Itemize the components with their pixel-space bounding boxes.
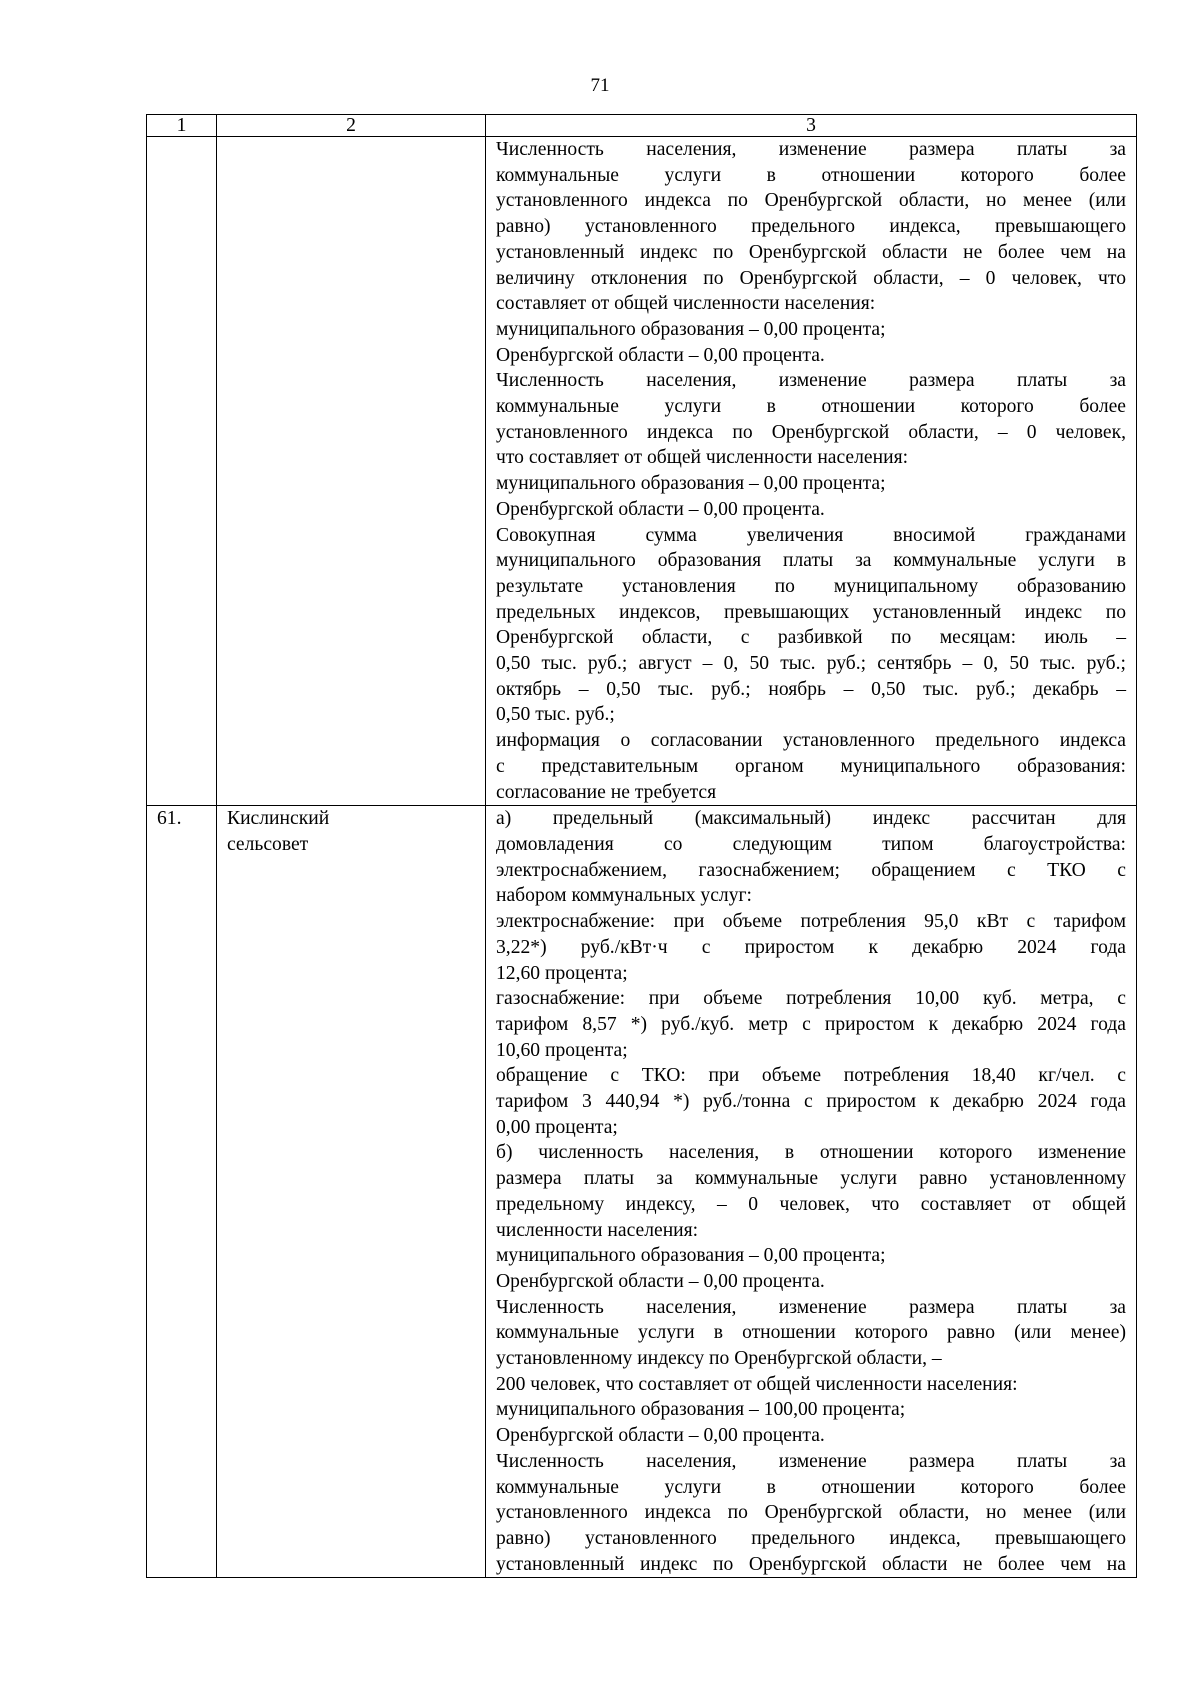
- header-col-3: 3: [486, 115, 1137, 137]
- description-line: муниципального образования – 100,00 процента;: [496, 1399, 906, 1421]
- header-col-1: 1: [147, 115, 217, 137]
- description-line: размера платы за коммунальные услуги равно установленному: [496, 1168, 1126, 1190]
- description-line: 0,50 тыс. руб.; август – 0, 50 тыс. руб.; сентябрь – 0, 50 тыс. руб.;: [496, 653, 1126, 675]
- description-line: Оренбургской области – 0,00 процента.: [496, 498, 825, 520]
- description-line: Численность населения, изменение размера платы за: [496, 1296, 1126, 1318]
- table-row-continuation: [147, 137, 1137, 806]
- description-line: 0,00 процента;: [496, 1116, 618, 1138]
- description-line: равно) установленного предельного индекса, превышающего: [496, 1527, 1126, 1549]
- description-line: тарифом 3 440,94 *) руб./тонна с приростом к декабрю 2024 года: [496, 1091, 1126, 1113]
- description-line: согласование не требуется: [496, 781, 717, 803]
- description-line: 200 человек, что составляет от общей численности населения:: [496, 1373, 1018, 1395]
- description-line: Оренбургской области – 0,00 процента.: [496, 344, 825, 366]
- description-line: тарифом 8,57 *) руб./куб. метр с приростом к декабрю 2024 года: [496, 1013, 1126, 1035]
- municipality-name-line: Кислинский: [227, 808, 330, 830]
- description-line: с представительным органом муниципального образования:: [496, 755, 1126, 777]
- table-row-61: [147, 806, 1137, 1578]
- description-line: коммунальные услуги в отношении которого более: [496, 1476, 1126, 1498]
- description-line: Совокупная сумма увеличения вносимой гражданами: [496, 524, 1126, 546]
- description-line: равно) установленного предельного индекса, превышающего: [496, 216, 1126, 238]
- description-line: численности населения:: [496, 1219, 699, 1241]
- description-line: муниципального образования – 0,00 процента;: [496, 1245, 886, 1267]
- row-number-cell: 61.: [147, 806, 217, 1578]
- description-line: домовладения со следующим типом благоустройства:: [496, 833, 1126, 855]
- description-line: установленного индекса по Оренбургской области, – 0 человек,: [496, 421, 1126, 443]
- description-line: Численность населения, изменение размера платы за: [496, 139, 1126, 160]
- description-line: 12,60 процента;: [496, 962, 628, 984]
- description-cell: [486, 806, 1137, 1578]
- description-line: муниципального образования платы за коммунальные услуги в: [496, 550, 1126, 572]
- description-line: что составляет от общей численности населения:: [496, 447, 909, 469]
- description-line: величину отклонения по Оренбургской области, – 0 человек, что: [496, 267, 1126, 289]
- description-line: установленному индексу по Оренбургской области, –: [496, 1348, 942, 1370]
- description-line: электроснабжением, газоснабжением; обращением с ТКО с: [496, 859, 1126, 881]
- description-line: коммунальные услуги в отношении которого равно (или менее): [496, 1322, 1126, 1344]
- page-number: 71: [590, 75, 610, 96]
- municipality-cell: [217, 137, 486, 806]
- municipality-name-line: сельсовет: [227, 833, 309, 855]
- description-line: 0,50 тыс. руб.;: [496, 704, 615, 726]
- description-line: предельных индексов, превышающих установленный индекс по: [496, 601, 1126, 623]
- header-col-2: 2: [217, 115, 486, 137]
- description-line: информация о согласовании установленного предельного индекса: [496, 730, 1126, 752]
- description-line: обращение с ТКО: при объеме потребления 18,40 кг/чел. с: [496, 1065, 1126, 1087]
- description-line: результате установления по муниципальному образованию: [496, 575, 1126, 597]
- description-line: электроснабжение: при объеме потребления 95,0 кВт с тарифом: [496, 911, 1126, 933]
- description-line: 10,60 процента;: [496, 1039, 628, 1061]
- description-line: октябрь – 0,50 тыс. руб.; ноябрь – 0,50 тыс. руб.; декабрь –: [496, 678, 1126, 700]
- description-line: составляет от общей численности населения:: [496, 293, 876, 315]
- description-line: установленного индекса по Оренбургской области, но менее (или: [496, 190, 1126, 212]
- description-cell: [486, 137, 1137, 806]
- description-line: коммунальные услуги в отношении которого более: [496, 164, 1126, 186]
- description-line: Оренбургской области – 0,00 процента.: [496, 1270, 825, 1292]
- description-line: Оренбургской области, с разбивкой по месяцам: июль –: [496, 627, 1126, 649]
- description-line: Оренбургской области – 0,00 процента.: [496, 1425, 825, 1447]
- description-line: а) предельный (максимальный) индекс рассчитан для: [496, 808, 1126, 830]
- description-line: Численность населения, изменение размера платы за: [496, 1450, 1126, 1472]
- description-line: набором коммунальных услуг:: [496, 885, 752, 907]
- data-table: [146, 114, 1137, 1578]
- table-header-row: [147, 115, 1137, 137]
- row-number-cell: [147, 137, 217, 806]
- description-line: коммунальные услуги в отношении которого более: [496, 396, 1126, 418]
- description-line: установленного индекса по Оренбургской области, но менее (или: [496, 1502, 1126, 1524]
- description-line: установленный индекс по Оренбургской области не более чем на: [496, 241, 1126, 263]
- description-line: 3,22*) руб./кВт·ч с приростом к декабрю 2024 года: [496, 936, 1126, 958]
- description-line: муниципального образования – 0,00 процента;: [496, 318, 886, 340]
- description-line: Численность населения, изменение размера платы за: [496, 370, 1126, 392]
- description-line: газоснабжение: при объеме потребления 10,00 куб. метра, с: [496, 988, 1126, 1010]
- description-line: муниципального образования – 0,00 процента;: [496, 473, 886, 495]
- description-line: предельному индексу, – 0 человек, что составляет от общей: [496, 1193, 1126, 1215]
- description-line: б) численность населения, в отношении которого изменение: [496, 1142, 1126, 1164]
- description-line: установленный индекс по Оренбургской области не более чем на: [496, 1553, 1126, 1575]
- municipality-cell: [217, 806, 486, 1578]
